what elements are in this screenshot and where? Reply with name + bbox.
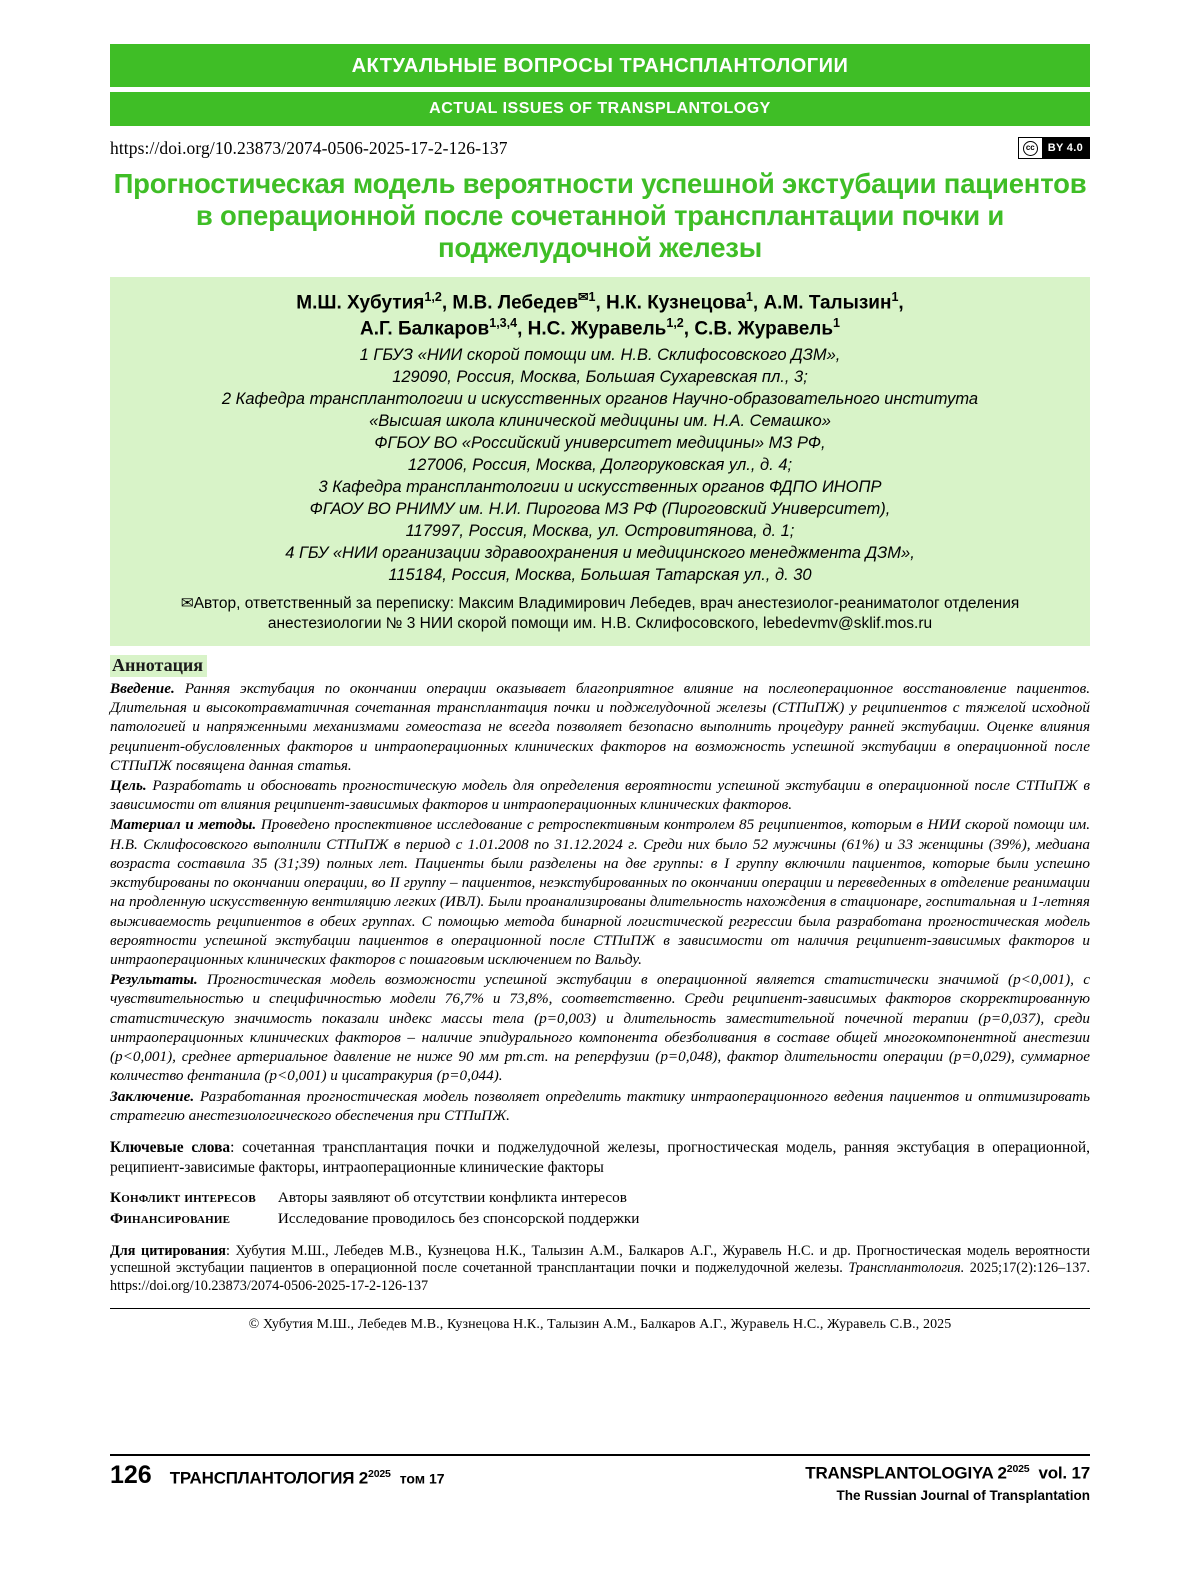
header-band-en: ACTUAL ISSUES OF TRANSPLANTOLOGY [110, 92, 1090, 126]
footer-volume-en: vol. 17 [1038, 1464, 1090, 1483]
author-names-line-2: А.Г. Балкаров$^{1,3,4}$, Н.С. Журавель$^{1,2}$, С.В. Журавель$^1$ [360, 315, 840, 340]
footer-volume-ru: том 17 [399, 1471, 445, 1487]
doi-row [110, 136, 1090, 160]
affiliation-line: 1 ГБУЗ «НИИ скорой помощи им. Н.В. Склифосовского ДЗМ», [359, 346, 841, 365]
footer-year-ru: 2025 [368, 1468, 391, 1481]
creative-commons-badge[interactable] [1018, 137, 1090, 159]
footer-subtitle-en: The Russian Journal of Transplantation [836, 1488, 1090, 1503]
keywords-text: : сочетанная трансплантация почки и поджелудочной железы, прогностическая модель, ранняя экстубация в операционной, реципиент-зависимые факторы, интраоперационные клинические факторы [110, 1138, 1090, 1176]
page-title: Прогностическая модель вероятности успешной экстубации пациентов в операционной после сочетанной трансплантации почки и поджелудочной железы [113, 168, 1087, 264]
abstract-heading: Аннотация [110, 655, 207, 677]
abstract-text: Проведено проспективное исследование с ретроспективным контролем 85 реципиентов, которым в НИИ скорой помощи им. Н.В. Склифосовского выполнили СТПиПЖ в период с 1.01.2008 по 31.12.2024 г. Среди них было 52 мужчины (61%) и 33 женщины (39%), медиана возраста составила 35 (31;39) полных лет. Пациенты были разделены на две группы: в I группу включили пациентов, которые были успешно экстубированы по окончании операции, во II группу – пациентов, неэкстубированных по окончании операции и переведенных в отделение реанимации на продленную искусственную вентиляцию легких (ИВЛ). Были проанализированы длительность нахождения в стационаре, госпитальная и 1-летняя выживаемость реципиентов в обеих группах. С помощью метода бинарной логистической регрессии была разработана прогностическая модель вероятности успешной экстубации пациентов в операционной после СТПиПЖ в зависимости от наличия реципиент-зависимых факторов и интраоперационных клинических факторов с пошаговым исключением по Вальду. [110, 816, 1090, 968]
footer-row [110, 1463, 1090, 1503]
citation [110, 1243, 1090, 1296]
meta-table [110, 1188, 639, 1230]
footer-divider [110, 1454, 1090, 1456]
affiliation-line: ФГБОУ ВО «Российский университет медицины» МЗ РФ, [374, 434, 826, 453]
citation-tail: 2025;17(2):126–137. https://doi.org/10.23873/2074-0506-2025-17-2-126-137 [110, 1260, 1090, 1295]
abstract-label: Заключение. [110, 1087, 195, 1105]
abstract-paragraph-aim [110, 776, 1090, 814]
affiliation-line: 3 Кафедра трансплантологии и искусственных органов ФДПО ИНОПР [318, 477, 882, 496]
abstract-label: Цель. [110, 777, 147, 795]
divider [110, 1308, 1090, 1309]
author-names-line-1: М.Ш. Хубутия$^{1,2}$, М.В. Лебедев$^{✉1}$, Н.К. Кузнецова$^1$, А.М. Талызин$^1$, [296, 289, 904, 313]
page-number: 126 [110, 1461, 152, 1490]
affiliation-line: 115184, Россия, Москва, Большая Татарская ул., д. 30 [388, 565, 812, 584]
abstract-label: Результаты. [110, 971, 198, 989]
citation-text: : Хубутия М.Ш., Лебедев М.В., Кузнецова Н.К., Талызин А.М., Балкаров А.Г., Журавель Н.С. и др. Прогностическая модель вероятности успешной экстубации пациентов в операционной после сочетанной трансплантации почки и поджелудочной железы. [110, 1242, 1090, 1277]
footer-right [805, 1463, 1090, 1503]
copyright-line: © Хубутия М.Ш., Лебедев М.В., Кузнецова Н.К., Талызин А.М., Балкаров А.Г., Журавель Н.С., Журавель С.В., 2025 [248, 1316, 952, 1332]
page-footer [110, 1454, 1090, 1503]
funding-value: Исследование проводилось без спонсорской поддержки [277, 1209, 640, 1227]
keywords [110, 1138, 1090, 1177]
doi-link[interactable]: https://doi.org/10.23873/2074-0506-2025-17-2-126-137 [110, 137, 508, 158]
abstract-paragraph-conclusion [110, 1087, 1090, 1125]
affiliation-line: 4 ГБУ «НИИ организации здравоохранения и медицинского менеджмента ДЗМ», [285, 543, 915, 562]
abstract-text: Ранняя экстубация по окончании операции оказывает благоприятное влияние на послеоперационное восстановление пациентов. Длительная и высокотравматичная сочетанная трансплантация почки и поджелудочной железы (СТПиПЖ) у реципиентов с тяжелой исходной патологией и напряженными механизмами гомеостаза не всегда позволяет безопасно выполнить процедуру ранней экстубации. Оценке влияния реципиент-обусловленных факторов и интраоперационных клинических факторов на возможность успешной экстубации в операционной после СТПиПЖ посвящена данная статья. [110, 679, 1090, 774]
abstract-text: Разработанная прогностическая модель позволяет определить тактику интраоперационного ведения пациентов и оптимизировать стратегию анестезиологического обеспечения при СТПиПЖ. [110, 1087, 1090, 1124]
cc-license-label: BY 4.0 [1042, 138, 1089, 158]
citation-journal: Трансплантология. [848, 1260, 965, 1277]
keywords-label: Ключевые слова [110, 1138, 231, 1156]
footer-journal-en [805, 1463, 1090, 1484]
footer-journal-ru-title: ТРАНСПЛАНТОЛОГИЯ 2 [169, 1469, 369, 1488]
table-row [110, 1209, 639, 1230]
affiliation-line: 2 Кафедра трансплантологии и искусственных органов Научно-образовательного института [221, 390, 979, 409]
affiliation-line: 129090, Россия, Москва, Большая Сухаревская пл., 3; [392, 368, 808, 387]
funding-label: Финансирование [110, 1209, 231, 1227]
corresponding-author: ✉Автор, ответственный за переписку: Максим Владимирович Лебедев, врач анестезиолог-реаниматолог отделения анестезиологии № 3 НИИ скорой помощи им. Н.В. Склифосовского, lebedevmv@sklif.mos.ru [180, 594, 1020, 632]
affiliation-list [124, 345, 1076, 586]
affiliation-line: ФГАОУ ВО РНИМУ им. Н.И. Пирогова МЗ РФ (Пироговский Университет), [309, 499, 891, 518]
citation-label: Для цитирования [110, 1242, 226, 1259]
authors-block [110, 277, 1090, 646]
abstract-paragraph-methods [110, 815, 1090, 969]
conflict-of-interest-label: Конфликт интересов [110, 1189, 256, 1207]
affiliation-line: «Высшая школа клинической медицины им. Н.А. Семашко» [369, 412, 831, 431]
affiliation-line: 117997, Россия, Москва, ул. Островитянова, д. 1; [405, 521, 795, 540]
footer-journal-ru [170, 1463, 445, 1489]
cc-icon: cc [1019, 138, 1042, 158]
abstract-label: Введение. [110, 679, 175, 697]
abstract-text: Прогностическая модель возможности успешной экстубации в операционной является статистически значимой (р<0,001), с чувствительностью и специфичностью модели 76,7% и 73,8%, соответственно. Среди реципиент-зависимых факторов скорректированную статистическую значимость показали индекс массы тела (р=0,003) и длительность заместительной почечной терапии (р=0,037), среди интраоперационных клинических факторов – наличие эпидурального компонента обезболивания в составе общей многокомпонентной анестезии (р<0,001), среднее артериальное давление не ниже 90 мм рт.ст. на реперфузии (р=0,048), фактор длительности операции (р=0,029), суммарное количество фентанила (р<0,001) и цисатракурия (р=0,044). [110, 971, 1090, 1085]
abstract-label: Материал и методы. [110, 816, 257, 834]
abstract-text: Разработать и обосновать прогностическую модель для определения вероятности успешной экстубации в операционной после СТПиПЖ в зависимости от влияния реципиент-зависимых факторов и интраоперационных клинических факторов. [110, 777, 1090, 814]
header-band-ru: АКТУАЛЬНЫЕ ВОПРОСЫ ТРАНСПЛАНТОЛОГИИ [110, 44, 1090, 87]
abstract-paragraph-intro [110, 679, 1090, 775]
footer-journal-en-title: TRANSPLANTOLOGIYA 2 [805, 1464, 1007, 1483]
table-row [110, 1188, 639, 1209]
footer-left [110, 1463, 445, 1489]
affiliation-line: 127006, Россия, Москва, Долгоруковская ул., д. 4; [407, 456, 793, 475]
footer-year-en: 2025 [1006, 1463, 1030, 1476]
abstract-paragraph-results [110, 970, 1090, 1085]
conflict-of-interest-value: Авторы заявляют об отсутствии конфликта интересов [277, 1189, 627, 1207]
